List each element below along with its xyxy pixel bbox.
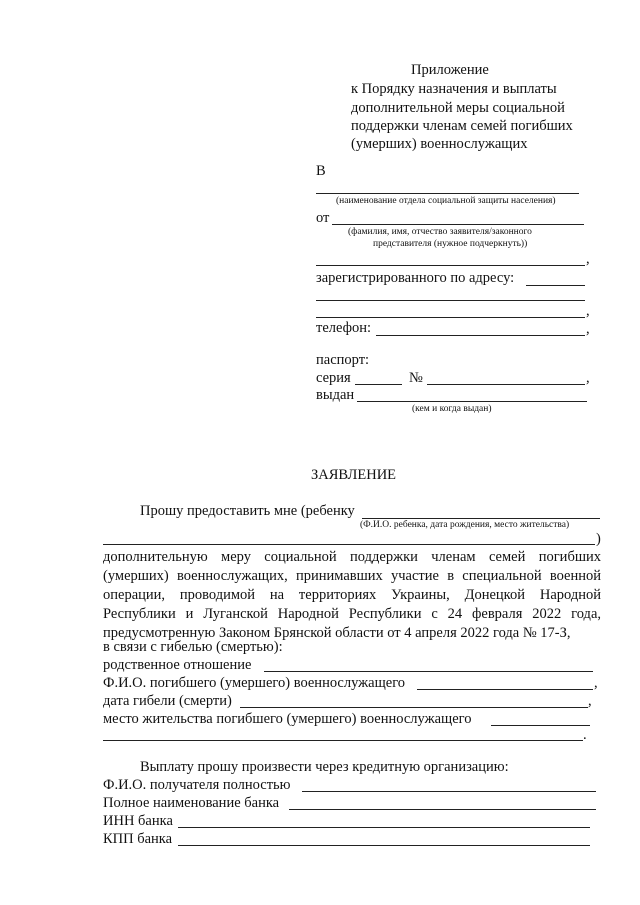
- series-comma: ,: [586, 370, 590, 386]
- bank-kpp-label: КПП банка: [103, 831, 173, 847]
- address-blank-line-2[interactable]: [316, 300, 585, 301]
- series-blank-line[interactable]: [355, 384, 402, 385]
- appendix-line-1: к Порядку назначения и выплаты: [351, 81, 557, 97]
- child-blank-line-2[interactable]: [103, 544, 595, 545]
- child-caption: (Ф.И.О. ребенка, дата рождения, место жительства): [360, 520, 570, 530]
- from-blank-line-2[interactable]: [316, 265, 585, 266]
- bank-inn-label: ИНН банка: [103, 813, 173, 829]
- to-blank-line[interactable]: [316, 193, 579, 194]
- bank-name-label: Полное наименование банка: [103, 795, 280, 811]
- issued-label: выдан: [316, 387, 355, 403]
- statement-title: ЗАЯВЛЕНИЕ: [311, 467, 397, 483]
- deceased-name-label: Ф.И.О. погибшего (умершего) военнослужащего: [103, 675, 406, 691]
- series-label: серия: [316, 370, 351, 386]
- request-line: Прошу предоставить мне (ребенку: [140, 503, 355, 519]
- address-comma: ,: [586, 303, 590, 319]
- address-blank-line[interactable]: [526, 285, 585, 286]
- deceased-name-blank-line[interactable]: [417, 689, 593, 690]
- recipient-name-label: Ф.И.О. получателя полностью: [103, 777, 291, 793]
- residence-blank-line-2[interactable]: [103, 740, 583, 741]
- residence-blank-line[interactable]: [491, 725, 590, 726]
- to-caption: (наименование отдела социальной защиты населения): [336, 196, 556, 206]
- bank-inn-blank-line[interactable]: [178, 827, 590, 828]
- number-blank-line[interactable]: [427, 384, 585, 385]
- payment-intro: Выплату прошу произвести через кредитную организацию:: [140, 759, 509, 775]
- relation-blank-line[interactable]: [264, 671, 593, 672]
- from-prefix: от: [316, 210, 330, 226]
- residence-period: .: [583, 727, 587, 743]
- statement-body: дополнительную меру социальной поддержки членам семей погибших (умерших) военнослужащих, принимавших участие в специальной военной операции, проводимой на территориях Украины, Донецкой Народной Республики и Луганской Народной Республики с 24 февраля 2022 года, предусмотренную Законом Брянской области от 4 апреля 2022 года № 17-З,: [103, 549, 601, 641]
- number-label: №: [409, 370, 423, 386]
- death-date-label: дата гибели (смерти): [103, 693, 232, 709]
- death-line: в связи с гибелью (смертью):: [103, 639, 283, 655]
- appendix-line-4: (умерших) военнослужащих: [351, 136, 528, 152]
- recipient-name-blank-line[interactable]: [302, 791, 596, 792]
- from-comma: ,: [586, 251, 590, 267]
- issued-caption: (кем и когда выдан): [412, 404, 492, 414]
- residence-label: место жительства погибшего (умершего) военнослужащего: [103, 711, 472, 727]
- to-prefix: В: [316, 163, 326, 179]
- appendix-title: Приложение: [411, 62, 489, 78]
- deceased-name-comma: ,: [594, 675, 598, 691]
- death-date-blank-line[interactable]: [240, 707, 588, 708]
- child-blank-line[interactable]: [362, 518, 600, 519]
- registered-label: зарегистрированного по адресу:: [316, 270, 515, 286]
- phone-comma: ,: [586, 321, 590, 337]
- from-caption-1: (фамилия, имя, отчество заявителя/законного: [348, 227, 532, 237]
- close-paren: ): [596, 531, 601, 547]
- bank-name-blank-line[interactable]: [289, 809, 596, 810]
- appendix-line-3: поддержки членам семей погибших: [351, 118, 573, 134]
- from-caption-2: представителя (нужное подчеркнуть)): [373, 239, 528, 249]
- phone-blank-line[interactable]: [376, 335, 585, 336]
- passport-label: паспорт:: [316, 352, 370, 368]
- appendix-line-2: дополнительной меры социальной: [351, 100, 565, 116]
- address-blank-line-3[interactable]: [316, 317, 585, 318]
- death-date-comma: ,: [588, 693, 592, 709]
- relation-label: родственное отношение: [103, 657, 252, 673]
- bank-kpp-blank-line[interactable]: [178, 845, 590, 846]
- phone-label: телефон:: [316, 320, 372, 336]
- issued-blank-line[interactable]: [357, 401, 587, 402]
- from-blank-line[interactable]: [332, 224, 584, 225]
